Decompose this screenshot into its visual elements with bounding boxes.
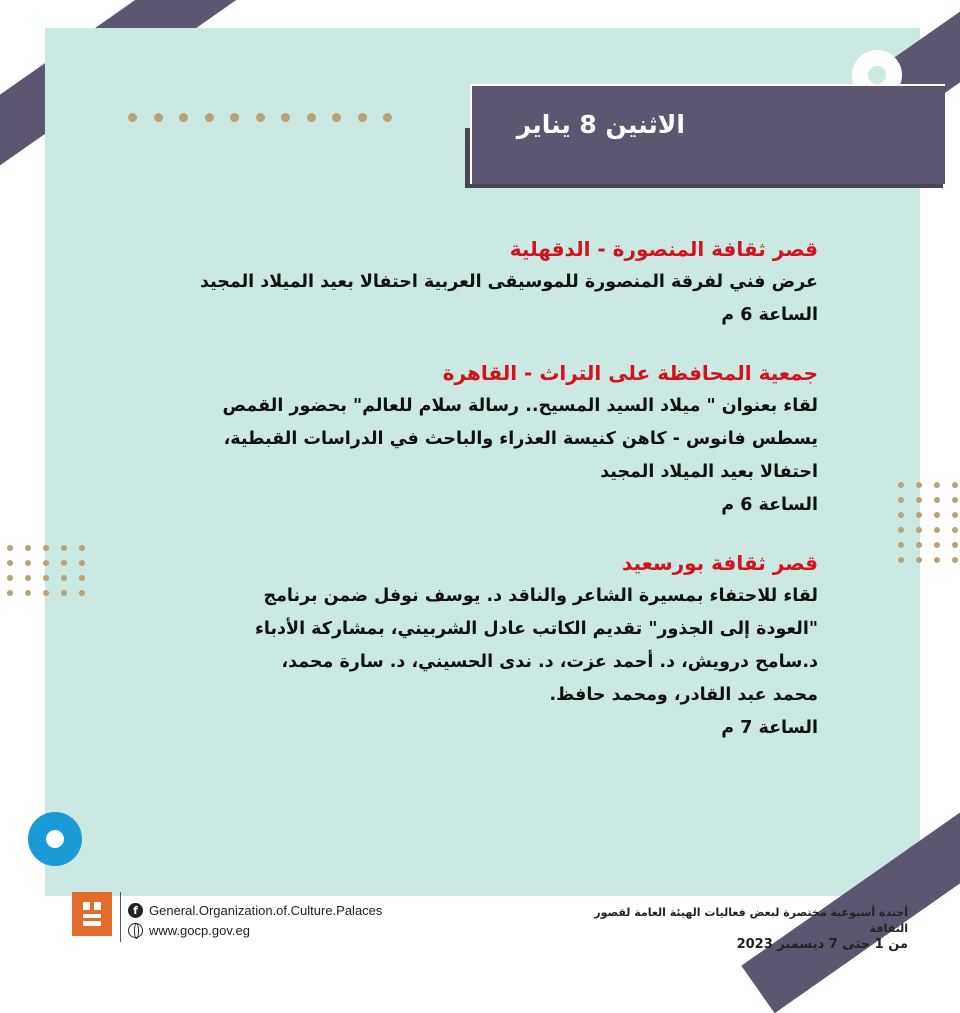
date-heading: الاثنين 8 يناير <box>516 110 685 139</box>
event-description-line: د.سامح درويش، د. أحمد عزت، د. ندى الحسيني، د. سارة محمد، <box>281 652 818 672</box>
event-venue-title: قصر ثقافة بورسعيد <box>621 551 818 575</box>
events-list <box>150 232 818 769</box>
event-venue-title: قصر ثقافة المنصورة - الدقهلية <box>509 237 818 261</box>
event-venue-title: جمعية المحافظة على التراث - القاهرة <box>442 361 818 385</box>
event-time: الساعة 6 م <box>721 495 818 515</box>
decorative-ring-blue <box>28 812 82 866</box>
facebook-link-row[interactable] <box>128 900 382 920</box>
facebook-icon: f <box>128 903 143 918</box>
footer-contacts <box>128 900 382 940</box>
website-link-row[interactable] <box>128 920 382 940</box>
event-description-line: احتفالا بعيد الميلاد المجيد <box>600 462 818 482</box>
globe-icon <box>128 923 143 938</box>
decorative-dots-grid-right <box>898 482 960 563</box>
event-heritage-society <box>150 356 818 522</box>
event-time: الساعة 7 م <box>721 718 818 738</box>
facebook-page-name[interactable]: General.Organization.of.Culture.Palaces <box>149 902 383 918</box>
agenda-title: أجندة أسبوعية مختصرة لبعض فعاليات الهيئة العامة لقصور الثقافة <box>594 906 908 935</box>
event-description-line: لقاء للاحتفاء بمسيرة الشاعر والناقد د. يوسف نوفل ضمن برنامج <box>263 586 818 606</box>
event-time: الساعة 6 م <box>721 305 818 325</box>
event-description-line: محمد عبد القادر، ومحمد حافظ. <box>549 685 818 705</box>
event-port-said <box>150 546 818 745</box>
footer-agenda-note <box>560 905 908 953</box>
event-mansoura <box>150 232 818 332</box>
event-description-line: يسطس فانوس - كاهن كنيسة العذراء والباحث في الدراسات القبطية، <box>223 429 818 449</box>
event-description-line: عرض فني لفرقة المنصورة للموسيقى العربية احتفالا بعيد الميلاد المجيد <box>200 272 818 292</box>
website-url[interactable]: www.gocp.gov.eg <box>149 922 250 938</box>
agenda-dates: من 1 حتى 7 ديسمبر 2023 <box>736 937 908 952</box>
decorative-dots-row <box>128 113 392 122</box>
footer-divider <box>120 892 121 942</box>
event-description-line: "العودة إلى الجذور" تقديم الكاتب عادل الشربيني، بمشاركة الأدباء <box>254 619 818 639</box>
gocp-logo <box>72 892 112 936</box>
decorative-dots-grid-left <box>7 545 88 596</box>
event-description-line: لقاء بعنوان " ميلاد السيد المسيح.. رسالة سلام للعالم" بحضور القمص <box>222 396 818 416</box>
